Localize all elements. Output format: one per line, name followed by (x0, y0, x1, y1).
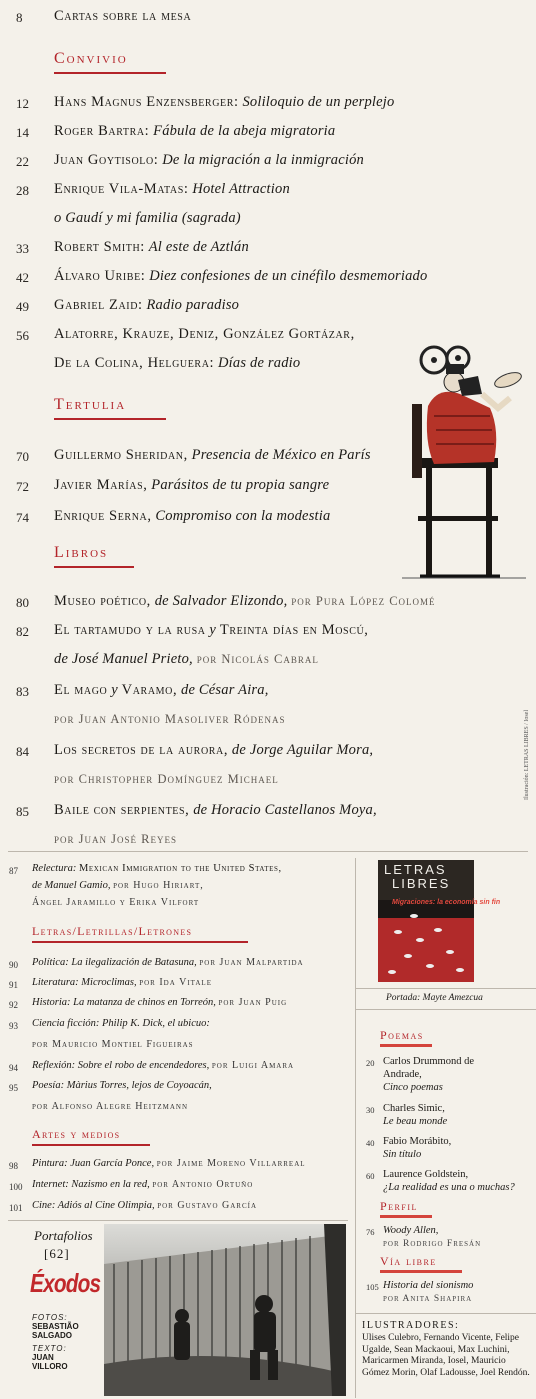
toc-entry[interactable]: Laurence Goldstein, ¿La realidad es una o muchas? (383, 1169, 515, 1193)
page-number: 82 (16, 624, 29, 639)
page-number: 76 (366, 1227, 375, 1237)
section-title-vialibre: Vía libre (380, 1254, 437, 1268)
section-rule (380, 1215, 432, 1218)
toc-entry[interactable]: Fabio Morábito, Sin título (383, 1136, 452, 1160)
page-number: 101 (9, 1203, 23, 1213)
toc-entry[interactable]: Historia del sionismo por Anita Shapira (383, 1280, 474, 1304)
page-number: 80 (16, 595, 29, 610)
divider (356, 1313, 536, 1314)
page-number: 56 (16, 328, 29, 343)
page-number: 20 (366, 1058, 375, 1068)
toc-entry[interactable]: Museo poético, de Salvador Elizondo, por Pura López Colomé (54, 593, 436, 609)
toc-byline: por Mauricio Montiel Figueiras (32, 1039, 194, 1050)
toc-entry[interactable]: Baile con serpientes, de Horacio Castellanos Moya, (54, 802, 377, 818)
page-number: 94 (9, 1063, 18, 1073)
cover-caption: Portada: Mayte Amezcua (386, 993, 483, 1003)
section-rule (380, 1044, 432, 1047)
section-rule (32, 1144, 150, 1146)
toc-entry[interactable]: Hans Magnus Enzensberger: Soliloquio de un perplejo (54, 94, 395, 110)
magazine-cover[interactable] (378, 860, 501, 982)
toc-entry-continued: de Manuel Gamio, por Hugo Hiriart, (32, 880, 204, 891)
section-title-letras: Letras/Letrillas/Letrones (32, 924, 193, 938)
toc-entry[interactable]: Relectura: Mexican Immigration to the United States, (32, 863, 282, 874)
toc-entry-continued: de José Manuel Prieto, por Nicolás Cabral (54, 651, 319, 667)
toc-entry[interactable]: Ciencia ficción: Philip K. Dick, el ubicuo: (32, 1018, 210, 1029)
toc-entry[interactable]: Charles Simic, Le beau monde (383, 1103, 448, 1127)
page-number: 91 (9, 980, 18, 990)
toc-entry[interactable]: Cartas sobre la mesa (54, 8, 192, 24)
section-title-artes: Artes y medios (32, 1127, 121, 1141)
toc-entry[interactable]: Juan Goytisolo: De la migración a la inmigración (54, 152, 364, 168)
column-divider (355, 858, 356, 1398)
divider (8, 851, 528, 852)
divider (356, 1009, 536, 1010)
toc-entry[interactable]: Roger Bartra: Fábula de la abeja migratoria (54, 123, 336, 139)
toc-entry[interactable]: Los secretos de la aurora, de Jorge Aguilar Mora, (54, 742, 374, 758)
page-number: 40 (366, 1138, 375, 1148)
page-number: 87 (9, 866, 18, 876)
section-rule (32, 941, 248, 943)
page-number: 70 (16, 449, 29, 464)
toc-byline: Ángel Jaramillo y Erika Vilfort (32, 897, 200, 908)
toc-byline: por Juan José Reyes (54, 832, 177, 846)
toc-entry[interactable]: Poesía: Màrius Torres, lejos de Coyoacán, (32, 1080, 212, 1091)
page-number: 90 (9, 960, 18, 970)
toc-entry[interactable]: Woody Allen, por Rodrigo Fresán (383, 1225, 482, 1249)
page-number: 100 (9, 1182, 23, 1192)
section-rule (380, 1270, 462, 1273)
portafolios-title[interactable]: Éxodos (30, 1268, 101, 1298)
page-number: 30 (366, 1105, 375, 1115)
toc-entry[interactable]: Enrique Vila-Matas: Hotel Attraction (54, 181, 290, 197)
section-rule (54, 418, 166, 420)
portafolios-page: [62] (44, 1246, 70, 1261)
page-number: 28 (16, 183, 29, 198)
toc-entry[interactable]: Robert Smith: Al este de Aztlán (54, 239, 249, 255)
page-number: 12 (16, 96, 29, 111)
section-rule (54, 72, 166, 74)
page-number: 33 (16, 241, 29, 256)
illustrators-title: ILUSTRADORES: (362, 1320, 460, 1331)
toc-entry[interactable]: Pintura: Juan García Ponce, por Jaime Moreno Villarreal (32, 1158, 306, 1169)
section-title-poemas: Poemas (380, 1028, 424, 1042)
illustration-credit: Ilustración: LETRAS LIBRES / Iosel (524, 710, 530, 800)
divider (8, 1220, 348, 1221)
page-number: 72 (16, 479, 29, 494)
toc-entry[interactable]: Javier Marías, Parásitos de tu propia sangre (54, 477, 330, 493)
illustrators-list: Ulises Culebro, Fernando Vicente, Felipe Ugalde, Sean Mackaoui, Max Luchini, Maricarmen Miranda, Iosel, Mauricio Gómez Morin, Olaf Ladousse, Joel Rendón. (362, 1333, 530, 1378)
page-number: 14 (16, 125, 29, 140)
page-number: 83 (16, 684, 29, 699)
page-number: 84 (16, 744, 29, 759)
cover-headline: Migraciones: la economía sin fin (392, 899, 501, 906)
section-title-libros: Libros (54, 544, 109, 561)
toc-entry[interactable]: Guillermo Sheridan, Presencia de México en París (54, 447, 371, 463)
toc-entry[interactable]: Internet: Nazismo en la red, por Antonio Ortuño (32, 1179, 254, 1190)
toc-entry[interactable]: Carlos Drummond de Andrade, Cinco poemas (383, 1056, 474, 1093)
toc-byline: por Alfonso Alegre Heitzmann (32, 1101, 189, 1112)
toc-entry[interactable]: El mago y Varamo, de César Aira, (54, 682, 269, 698)
page-number: 8 (16, 10, 23, 25)
page-number: 42 (16, 270, 29, 285)
toc-entry[interactable]: Enrique Serna, Compromiso con la modestia (54, 508, 331, 524)
portafolios-label: Portafolios (34, 1228, 93, 1243)
divider (356, 988, 536, 989)
section-title-tertulia: Tertulia (54, 396, 127, 413)
projector-illustration (398, 346, 534, 580)
toc-entry[interactable]: Literatura: Microclimas, por Ida Vitale (32, 977, 212, 988)
toc-entry[interactable]: Historia: La matanza de chinos en Torreón, por Juan Puig (32, 997, 288, 1008)
page-number: 92 (9, 1000, 18, 1010)
section-title-perfil: Perfil (380, 1199, 418, 1213)
toc-entry[interactable]: Gabriel Zaid: Radio paradiso (54, 297, 240, 313)
toc-entry-continued: o Gaudí y mi familia (sagrada) (54, 210, 241, 226)
toc-entry[interactable]: Cine: Adiós al Cine Olimpia, por Gustavo García (32, 1200, 258, 1211)
toc-entry[interactable]: Política: La ilegalización de Batasuna, por Juan Malpartida (32, 957, 304, 968)
portafolios-photo[interactable] (104, 1224, 346, 1396)
page-number: 22 (16, 154, 29, 169)
page-number: 105 (366, 1282, 379, 1292)
toc-entry[interactable]: Alatorre, Krauze, Deniz, González Gortázar, (54, 326, 355, 342)
toc-entry[interactable]: El tartamudo y la rusa y Treinta días en Moscú, (54, 622, 369, 638)
page-number: 74 (16, 510, 29, 525)
toc-byline: por Christopher Domínguez Michael (54, 772, 279, 786)
page-number: 60 (366, 1171, 375, 1181)
cover-title-2: LIBRES (392, 876, 451, 891)
portafolios-credits: FOTOS: SEBASTIÃO SALGADO TEXTO: JUAN VILLORO (32, 1313, 79, 1371)
page-number: 49 (16, 299, 29, 314)
toc-byline: por Juan Antonio Masoliver Ródenas (54, 712, 286, 726)
toc-entry-continued: De la Colina, Helguera: Días de radio (54, 355, 301, 371)
page-number: 93 (9, 1021, 18, 1031)
page-number: 98 (9, 1161, 18, 1171)
toc-entry[interactable]: Álvaro Uribe: Diez confesiones de un cinéfilo desmemoriado (54, 268, 428, 284)
page-number: 85 (16, 804, 29, 819)
toc-entry[interactable]: Reflexión: Sobre el robo de encendedores, por Luigi Amara (32, 1060, 295, 1071)
page-number: 95 (9, 1083, 18, 1093)
section-title-convivio: Convivio (54, 50, 128, 67)
section-rule (54, 566, 134, 568)
cover-title-1: LETRAS (384, 862, 447, 877)
